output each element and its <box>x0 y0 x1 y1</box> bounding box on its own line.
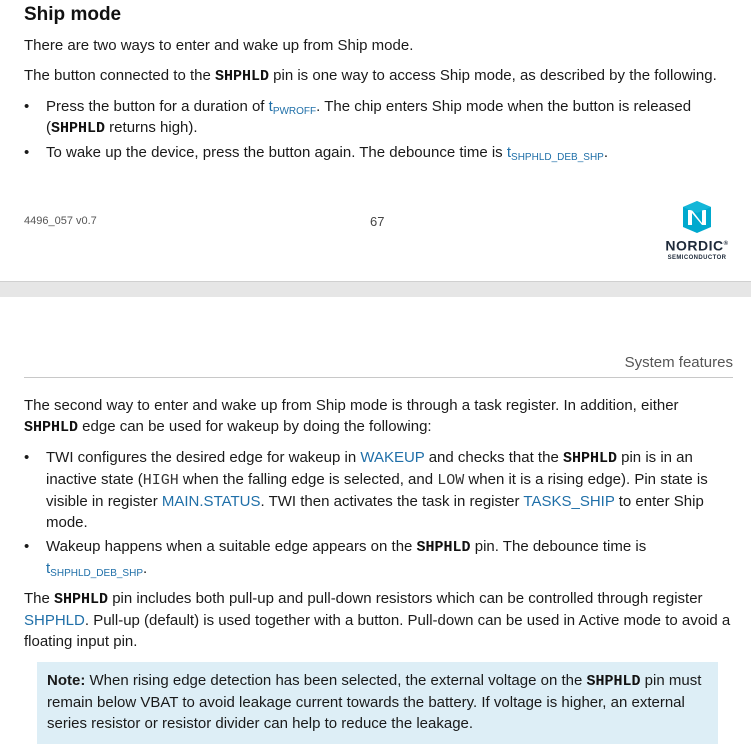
register-link-wakeup[interactable]: WAKEUP <box>360 449 425 466</box>
logo-subtitle: SEMICONDUCTOR <box>667 255 727 261</box>
button-paragraph: The button connected to the SHPHLD pin is one way to access Ship mode, as described by the following. <box>24 67 717 85</box>
task-register-paragraph: The second way to enter and wake up from Ship mode is through a task register. In addition, either SHPHLD edge can be used for wakeup by doing the following: <box>24 397 679 436</box>
page-number: 67 <box>370 214 385 229</box>
button-steps-list <box>24 96 733 163</box>
page-separator <box>0 281 751 297</box>
list-item: • To wake up the device, press the button again. The debounce time is $t_{SHPHLD\_DEB\_SHP}$. <box>24 144 609 163</box>
register-link-main-status[interactable]: MAIN.STATUS <box>161 493 261 510</box>
pin-name: SHPHLD <box>586 673 641 690</box>
pin-name: SHPHLD <box>54 591 109 608</box>
document-id: 4496_057 v0.7 <box>24 215 97 227</box>
pin-name: SHPHLD <box>214 68 269 85</box>
section-heading: Ship mode <box>24 4 122 25</box>
pin-name: SHPHLD <box>24 419 79 436</box>
register-link-shphld[interactable]: SHPHLD <box>24 612 85 629</box>
pin-name: SHPHLD <box>51 120 106 137</box>
register-link-tasks-ship[interactable]: TASKS_SHIP <box>523 493 615 510</box>
nordic-logo <box>661 201 733 263</box>
header-divider <box>24 377 733 378</box>
state-high: HIGH <box>142 472 179 489</box>
note-label: Note: <box>47 672 86 689</box>
list-item: • Wakeup happens when a suitable edge appears on the SHPHLD pin. The debounce time is $t_{SHPHLD\_DEB\_SHP}$. <box>24 538 647 579</box>
running-header: System features <box>624 354 733 371</box>
intro-paragraph: There are two ways to enter and wake up from Ship mode. <box>24 37 414 54</box>
list-item: • TWI configures the desired edge for wakeup in WAKEUP and checks that the SHPHLD pin is in an inactive state (HIGH when the falling edge is selected, and LOW when it is a rising edge). Pin state is visible in register MAIN.STATUS. TWI then activates the task in register TASKS_SHIP to enter Ship mode. <box>24 449 708 531</box>
param-link-tpwroff[interactable]: $t_{PWROFF}$ <box>268 98 317 117</box>
nordic-logo-icon <box>661 201 733 235</box>
page-footer <box>24 201 733 267</box>
document-page-68 <box>0 297 751 756</box>
document-page-67 <box>0 0 751 281</box>
note-text: Note: When rising edge detection has been selected, the external voltage on the SHPHLD pin must remain below VBAT to avoid leakage current towards the battery. If voltage is higher, an external series resistor or resistor divider can help to reduce the leakage. <box>47 672 702 732</box>
pull-resistor-paragraph: The SHPHLD pin includes both pull-up and pull-down resistors which can be controlled through register SHPHLD. Pull-up (default) is used together with a button. Pull-down can be used in Active mode to avoid a floating input pin. <box>24 590 731 650</box>
task-steps-list <box>24 447 733 579</box>
param-link-tdeb[interactable]: $t_{SHPHLD\_DEB\_SHP}$ <box>46 560 143 579</box>
pin-name: SHPHLD <box>416 539 471 556</box>
note-box <box>37 662 718 744</box>
param-link-tdeb[interactable]: $t_{SHPHLD\_DEB\_SHP}$ <box>506 144 604 163</box>
pin-name: SHPHLD <box>562 450 617 467</box>
logo-wordmark: NORDIC® <box>665 237 729 254</box>
list-item: • Press the button for a duration of $t_{PWROFF}$. The chip enters Ship mode when the button is released (SHPHLD returns high). <box>24 98 692 137</box>
state-low: LOW <box>437 472 465 489</box>
